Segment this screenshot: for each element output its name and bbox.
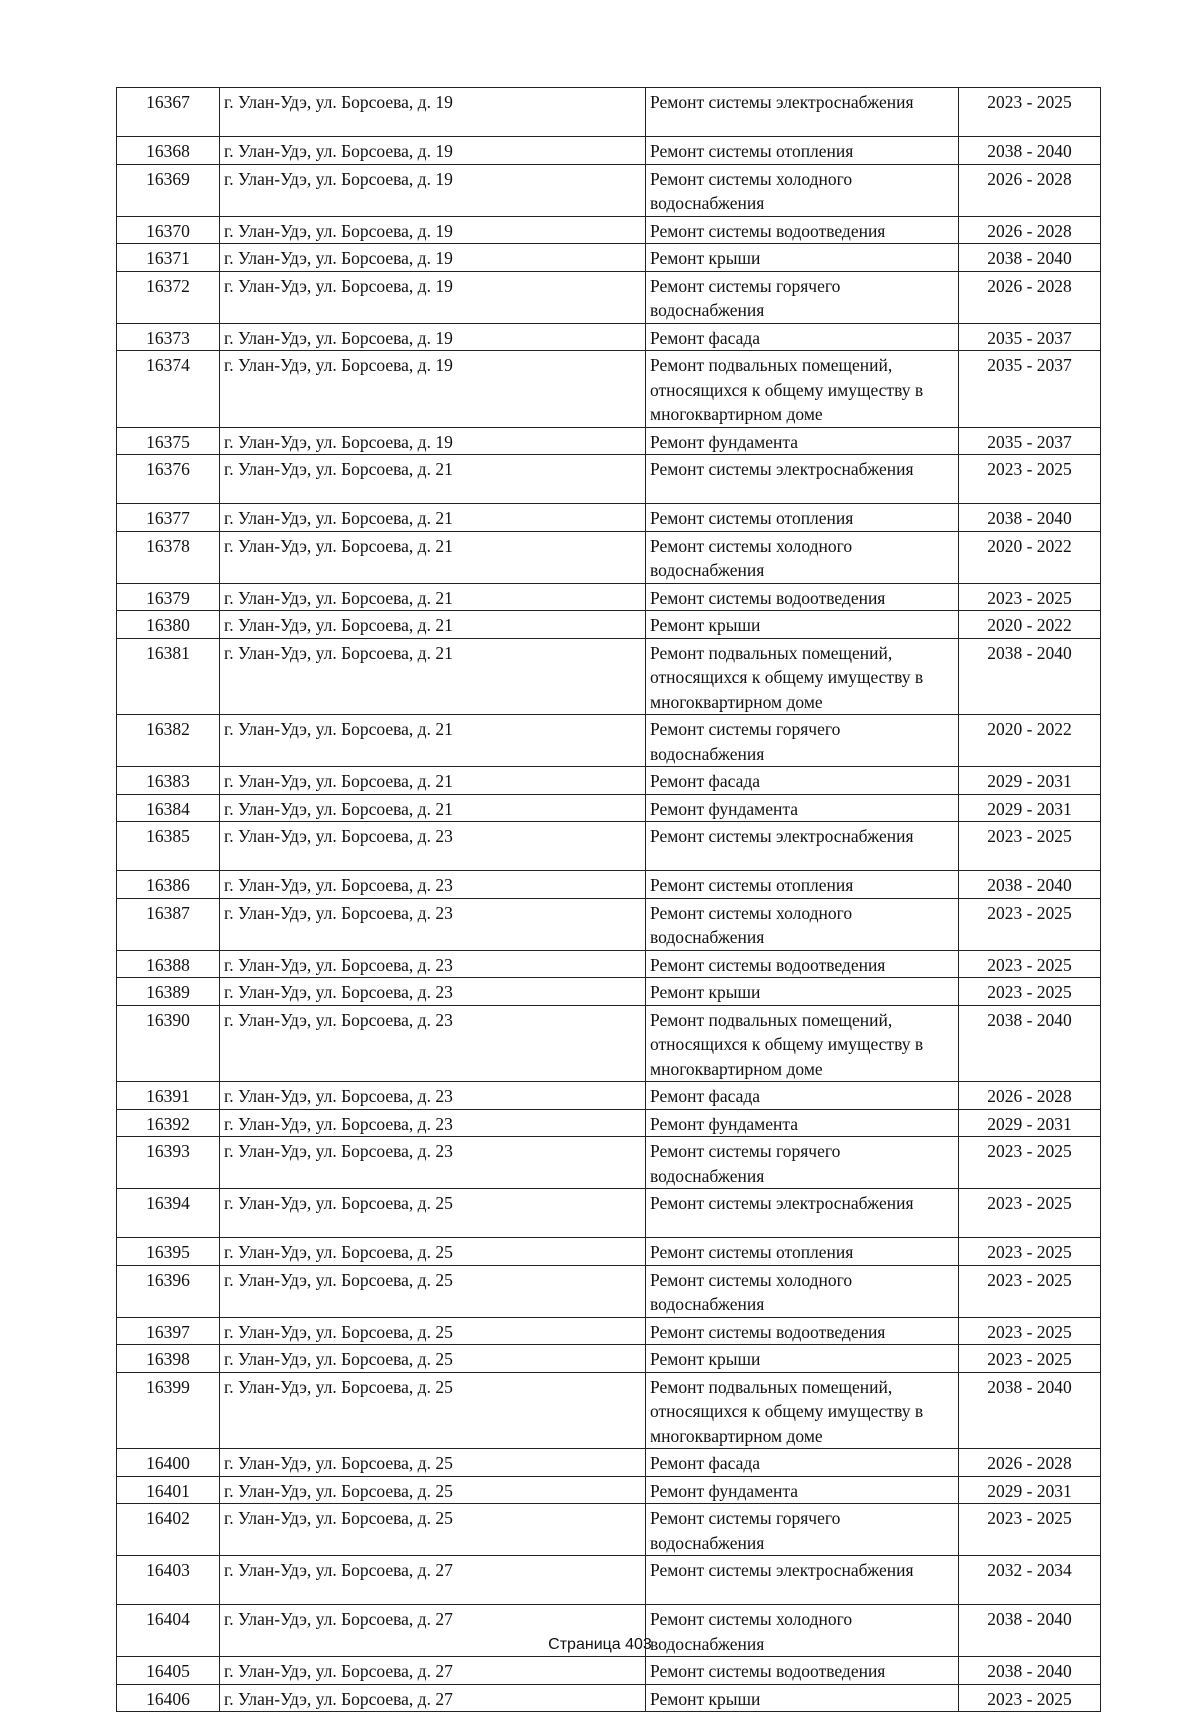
row-years: 2038 - 2040 (959, 1372, 1101, 1449)
table-row (117, 1082, 1101, 1110)
row-years: 2023 - 2025 (959, 88, 1101, 137)
row-work-type: Ремонт системы горячего водоснабжения (646, 1504, 959, 1556)
row-work-type: Ремонт подвальных помещений, относящихся к общему имуществу в многоквартирном доме (646, 638, 959, 715)
table-row (117, 1657, 1101, 1685)
row-number: 16382 (117, 715, 220, 767)
row-address: г. Улан-Удэ, ул. Борсоева, д. 25 (220, 1265, 646, 1317)
row-address: г. Улан-Удэ, ул. Борсоева, д. 23 (220, 950, 646, 978)
row-years: 2038 - 2040 (959, 137, 1101, 165)
row-number: 16388 (117, 950, 220, 978)
row-work-type: Ремонт фундамента (646, 794, 959, 822)
row-years: 2023 - 2025 (959, 822, 1101, 871)
row-number: 16399 (117, 1372, 220, 1449)
table-row (117, 244, 1101, 272)
row-address: г. Улан-Удэ, ул. Борсоева, д. 19 (220, 271, 646, 323)
row-address: г. Улан-Удэ, ул. Борсоева, д. 21 (220, 583, 646, 611)
row-work-type: Ремонт системы отопления (646, 137, 959, 165)
table-row (117, 137, 1101, 165)
row-address: г. Улан-Удэ, ул. Борсоева, д. 21 (220, 531, 646, 583)
row-years: 2023 - 2025 (959, 1684, 1101, 1712)
row-work-type: Ремонт системы холодного водоснабжения (646, 1605, 959, 1657)
row-years: 2038 - 2040 (959, 1605, 1101, 1657)
row-years: 2038 - 2040 (959, 871, 1101, 899)
row-address: г. Улан-Удэ, ул. Борсоева, д. 25 (220, 1238, 646, 1266)
table-row (117, 351, 1101, 428)
row-years: 2038 - 2040 (959, 1657, 1101, 1685)
row-number: 16406 (117, 1684, 220, 1712)
row-number: 16384 (117, 794, 220, 822)
row-number: 16389 (117, 978, 220, 1006)
row-work-type: Ремонт системы горячего водоснабжения (646, 715, 959, 767)
row-years: 2026 - 2028 (959, 271, 1101, 323)
row-address: г. Улан-Удэ, ул. Борсоева, д. 21 (220, 455, 646, 504)
row-number: 16368 (117, 137, 220, 165)
row-years: 2020 - 2022 (959, 611, 1101, 639)
row-work-type: Ремонт фасада (646, 323, 959, 351)
row-address: г. Улан-Удэ, ул. Борсоева, д. 25 (220, 1372, 646, 1449)
row-address: г. Улан-Удэ, ул. Борсоева, д. 21 (220, 715, 646, 767)
row-years: 2023 - 2025 (959, 583, 1101, 611)
row-address: г. Улан-Удэ, ул. Борсоева, д. 21 (220, 638, 646, 715)
row-work-type: Ремонт системы водоотведения (646, 1317, 959, 1345)
row-address: г. Улан-Удэ, ул. Борсоева, д. 19 (220, 216, 646, 244)
row-work-type: Ремонт системы горячего водоснабжения (646, 1137, 959, 1189)
row-work-type: Ремонт системы электроснабжения (646, 88, 959, 137)
table-row (117, 1265, 1101, 1317)
row-work-type: Ремонт системы отопления (646, 1238, 959, 1266)
row-years: 2026 - 2028 (959, 1082, 1101, 1110)
row-number: 16394 (117, 1189, 220, 1238)
row-years: 2038 - 2040 (959, 638, 1101, 715)
row-number: 16370 (117, 216, 220, 244)
row-address: г. Улан-Удэ, ул. Борсоева, д. 25 (220, 1476, 646, 1504)
row-years: 2023 - 2025 (959, 1189, 1101, 1238)
row-work-type: Ремонт фасада (646, 767, 959, 795)
table-row (117, 822, 1101, 871)
row-address: г. Улан-Удэ, ул. Борсоева, д. 19 (220, 323, 646, 351)
table-row (117, 323, 1101, 351)
row-number: 16401 (117, 1476, 220, 1504)
row-years: 2029 - 2031 (959, 794, 1101, 822)
row-work-type: Ремонт системы горячего водоснабжения (646, 271, 959, 323)
table-row (117, 767, 1101, 795)
row-number: 16377 (117, 504, 220, 532)
row-address: г. Улан-Удэ, ул. Борсоева, д. 27 (220, 1684, 646, 1712)
row-number: 16395 (117, 1238, 220, 1266)
row-address: г. Улан-Удэ, ул. Борсоева, д. 25 (220, 1189, 646, 1238)
row-work-type: Ремонт системы электроснабжения (646, 455, 959, 504)
row-number: 16387 (117, 898, 220, 950)
row-address: г. Улан-Удэ, ул. Борсоева, д. 27 (220, 1605, 646, 1657)
row-address: г. Улан-Удэ, ул. Борсоева, д. 23 (220, 871, 646, 899)
row-number: 16391 (117, 1082, 220, 1110)
row-address: г. Улан-Удэ, ул. Борсоева, д. 19 (220, 164, 646, 216)
row-work-type: Ремонт крыши (646, 1684, 959, 1712)
table-row (117, 88, 1101, 137)
row-address: г. Улан-Удэ, ул. Борсоева, д. 19 (220, 88, 646, 137)
row-number: 16374 (117, 351, 220, 428)
row-number: 16393 (117, 1137, 220, 1189)
row-work-type: Ремонт системы водоотведения (646, 950, 959, 978)
row-number: 16381 (117, 638, 220, 715)
row-number: 16404 (117, 1605, 220, 1657)
row-years: 2038 - 2040 (959, 244, 1101, 272)
row-number: 16403 (117, 1556, 220, 1605)
row-number: 16376 (117, 455, 220, 504)
row-address: г. Улан-Удэ, ул. Борсоева, д. 19 (220, 244, 646, 272)
row-years: 2035 - 2037 (959, 323, 1101, 351)
row-years: 2038 - 2040 (959, 1005, 1101, 1082)
row-number: 16397 (117, 1317, 220, 1345)
table-row (117, 871, 1101, 899)
row-work-type: Ремонт системы водоотведения (646, 583, 959, 611)
row-years: 2020 - 2022 (959, 531, 1101, 583)
capital-repair-table (116, 87, 1101, 1712)
row-address: г. Улан-Удэ, ул. Борсоева, д. 21 (220, 504, 646, 532)
table-row (117, 638, 1101, 715)
row-number: 16386 (117, 871, 220, 899)
row-address: г. Улан-Удэ, ул. Борсоева, д. 23 (220, 1137, 646, 1189)
table-row (117, 1189, 1101, 1238)
table-row (117, 1137, 1101, 1189)
row-years: 2023 - 2025 (959, 1265, 1101, 1317)
table-row (117, 1238, 1101, 1266)
row-number: 16369 (117, 164, 220, 216)
table-row (117, 611, 1101, 639)
row-address: г. Улан-Удэ, ул. Борсоева, д. 23 (220, 1005, 646, 1082)
table-row (117, 1556, 1101, 1605)
table-row (117, 978, 1101, 1006)
row-work-type: Ремонт подвальных помещений, относящихся к общему имуществу в многоквартирном доме (646, 1005, 959, 1082)
row-work-type: Ремонт фундамента (646, 1476, 959, 1504)
row-years: 2035 - 2037 (959, 427, 1101, 455)
row-work-type: Ремонт системы электроснабжения (646, 822, 959, 871)
table-row (117, 1372, 1101, 1449)
row-years: 2029 - 2031 (959, 1109, 1101, 1137)
row-work-type: Ремонт системы холодного водоснабжения (646, 1265, 959, 1317)
row-number: 16371 (117, 244, 220, 272)
row-address: г. Улан-Удэ, ул. Борсоева, д. 19 (220, 137, 646, 165)
row-work-type: Ремонт фундамента (646, 427, 959, 455)
row-years: 2023 - 2025 (959, 978, 1101, 1006)
table-row (117, 504, 1101, 532)
row-work-type: Ремонт подвальных помещений, относящихся к общему имуществу в многоквартирном доме (646, 351, 959, 428)
row-work-type: Ремонт крыши (646, 611, 959, 639)
table-row (117, 216, 1101, 244)
row-work-type: Ремонт системы водоотведения (646, 216, 959, 244)
row-years: 2026 - 2028 (959, 164, 1101, 216)
table-row (117, 164, 1101, 216)
row-years: 2023 - 2025 (959, 1504, 1101, 1556)
row-work-type: Ремонт системы холодного водоснабжения (646, 898, 959, 950)
row-number: 16398 (117, 1345, 220, 1373)
row-work-type: Ремонт фундамента (646, 1109, 959, 1137)
table-row (117, 1476, 1101, 1504)
page-number: Страница 403 (548, 1636, 652, 1653)
table-row (117, 583, 1101, 611)
table-row (117, 1345, 1101, 1373)
row-address: г. Улан-Удэ, ул. Борсоева, д. 27 (220, 1657, 646, 1685)
row-years: 2029 - 2031 (959, 1476, 1101, 1504)
table-row (117, 1317, 1101, 1345)
row-work-type: Ремонт системы отопления (646, 504, 959, 532)
row-address: г. Улан-Удэ, ул. Борсоева, д. 23 (220, 1109, 646, 1137)
row-work-type: Ремонт системы электроснабжения (646, 1189, 959, 1238)
row-work-type: Ремонт крыши (646, 1345, 959, 1373)
row-years: 2026 - 2028 (959, 1449, 1101, 1477)
row-work-type: Ремонт крыши (646, 978, 959, 1006)
table-row (117, 898, 1101, 950)
row-years: 2020 - 2022 (959, 715, 1101, 767)
row-number: 16385 (117, 822, 220, 871)
row-number: 16380 (117, 611, 220, 639)
row-work-type: Ремонт системы холодного водоснабжения (646, 531, 959, 583)
row-number: 16390 (117, 1005, 220, 1082)
row-years: 2038 - 2040 (959, 504, 1101, 532)
row-years: 2023 - 2025 (959, 1317, 1101, 1345)
row-address: г. Улан-Удэ, ул. Борсоева, д. 21 (220, 767, 646, 795)
row-years: 2023 - 2025 (959, 898, 1101, 950)
table-row (117, 427, 1101, 455)
row-work-type: Ремонт фасада (646, 1449, 959, 1477)
table-row (117, 794, 1101, 822)
row-years: 2023 - 2025 (959, 1137, 1101, 1189)
table-row (117, 1005, 1101, 1082)
row-years: 2032 - 2034 (959, 1556, 1101, 1605)
table-row (117, 271, 1101, 323)
row-years: 2023 - 2025 (959, 1238, 1101, 1266)
row-number: 16375 (117, 427, 220, 455)
row-work-type: Ремонт крыши (646, 244, 959, 272)
row-address: г. Улан-Удэ, ул. Борсоева, д. 23 (220, 898, 646, 950)
row-years: 2023 - 2025 (959, 1345, 1101, 1373)
table-row (117, 1449, 1101, 1477)
row-years: 2023 - 2025 (959, 455, 1101, 504)
row-years: 2035 - 2037 (959, 351, 1101, 428)
row-work-type: Ремонт системы отопления (646, 871, 959, 899)
row-number: 16379 (117, 583, 220, 611)
row-address: г. Улан-Удэ, ул. Борсоева, д. 23 (220, 822, 646, 871)
row-work-type: Ремонт системы холодного водоснабжения (646, 164, 959, 216)
row-address: г. Улан-Удэ, ул. Борсоева, д. 25 (220, 1504, 646, 1556)
row-number: 16392 (117, 1109, 220, 1137)
row-years: 2026 - 2028 (959, 216, 1101, 244)
row-address: г. Улан-Удэ, ул. Борсоева, д. 19 (220, 427, 646, 455)
row-address: г. Улан-Удэ, ул. Борсоева, д. 23 (220, 1082, 646, 1110)
row-number: 16373 (117, 323, 220, 351)
table-row (117, 715, 1101, 767)
table-row (117, 950, 1101, 978)
row-number: 16367 (117, 88, 220, 137)
row-number: 16396 (117, 1265, 220, 1317)
row-number: 16383 (117, 767, 220, 795)
table-row (117, 455, 1101, 504)
row-address: г. Улан-Удэ, ул. Борсоева, д. 27 (220, 1556, 646, 1605)
row-work-type: Ремонт фасада (646, 1082, 959, 1110)
table-row (117, 1504, 1101, 1556)
row-address: г. Улан-Удэ, ул. Борсоева, д. 19 (220, 351, 646, 428)
row-work-type: Ремонт подвальных помещений, относящихся к общему имуществу в многоквартирном доме (646, 1372, 959, 1449)
row-work-type: Ремонт системы водоотведения (646, 1657, 959, 1685)
row-address: г. Улан-Удэ, ул. Борсоева, д. 23 (220, 978, 646, 1006)
row-number: 16402 (117, 1504, 220, 1556)
row-address: г. Улан-Удэ, ул. Борсоева, д. 25 (220, 1345, 646, 1373)
row-years: 2029 - 2031 (959, 767, 1101, 795)
row-years: 2023 - 2025 (959, 950, 1101, 978)
row-number: 16378 (117, 531, 220, 583)
row-address: г. Улан-Удэ, ул. Борсоева, д. 21 (220, 611, 646, 639)
row-address: г. Улан-Удэ, ул. Борсоева, д. 25 (220, 1449, 646, 1477)
table-row (117, 1109, 1101, 1137)
row-number: 16372 (117, 271, 220, 323)
table-row (117, 531, 1101, 583)
row-work-type: Ремонт системы электроснабжения (646, 1556, 959, 1605)
row-number: 16400 (117, 1449, 220, 1477)
table-body (117, 88, 1101, 1712)
row-number: 16405 (117, 1657, 220, 1685)
row-address: г. Улан-Удэ, ул. Борсоева, д. 25 (220, 1317, 646, 1345)
row-address: г. Улан-Удэ, ул. Борсоева, д. 21 (220, 794, 646, 822)
